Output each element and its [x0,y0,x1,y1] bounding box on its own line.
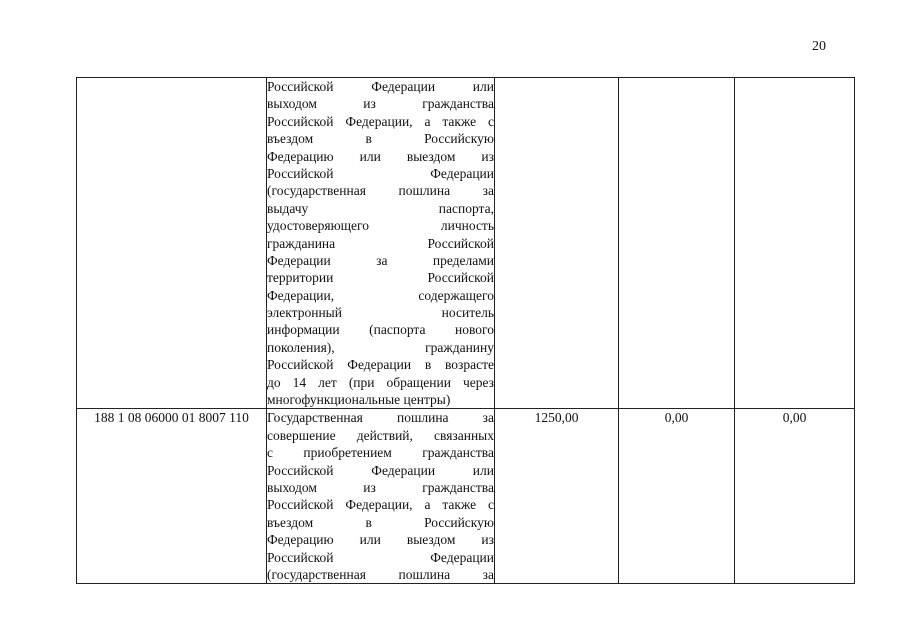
name-line: совершение действий, связанных [267,427,494,443]
table-row [77,78,855,409]
name-line: электронный носитель [267,305,494,321]
name-line: до 14 лет (при обращении через [267,374,494,390]
name-line: Российской Федерации или [267,79,494,94]
page-number: 20 [812,39,826,54]
name-line: Российской Федерации, а также с [267,113,494,129]
name-line: въездом в Российскую [267,514,494,530]
name-line: поколения), гражданину [267,339,494,355]
name-line: Российской Федерации в возрасте [267,357,494,373]
name-line: территории Российской [267,270,494,286]
name-line: выходом из гражданства [267,479,494,495]
value-cell-2 [619,78,735,409]
name-line: Российской Федерации [267,549,494,565]
name-line: выходом из гражданства [267,96,494,112]
revenue-name-cell [267,409,495,584]
name-line: Российской Федерации [267,165,494,181]
name-line: Государственная пошлина за [267,410,494,426]
name-line: гражданина Российской [267,235,494,251]
budget-revenue-table [76,77,855,584]
name-line: Российской Федерации, а также с [267,497,494,513]
value-cell-1: 1250,00 [495,409,619,584]
value-cell-3 [735,78,855,409]
name-line: с приобретением гражданства [267,445,494,461]
revenue-name-cell [267,78,495,409]
name-line: (государственная пошлина за [267,566,494,582]
name-line: Федерации за пределами [267,252,494,268]
name-line: удостоверяющего личность [267,218,494,234]
name-line: Федерацию или выездом из [267,148,494,164]
name-line: выдачу паспорта, [267,200,494,216]
name-line: Российской Федерации или [267,462,494,478]
value-cell-3: 0,00 [735,409,855,584]
revenue-code-cell: 188 1 08 06000 01 8007 110 [77,409,267,584]
name-line: Федерации, содержащего [267,287,494,303]
value-cell-2: 0,00 [619,409,735,584]
name-line: многофункциональные центры) [267,392,451,408]
name-line: Федерацию или выездом из [267,532,494,548]
value-cell-1 [495,78,619,409]
name-line: въездом в Российскую [267,131,494,147]
revenue-code-cell [77,78,267,409]
table-row [77,409,855,584]
name-line: информации (паспорта нового [267,322,494,338]
name-line: (государственная пошлина за [267,183,494,199]
